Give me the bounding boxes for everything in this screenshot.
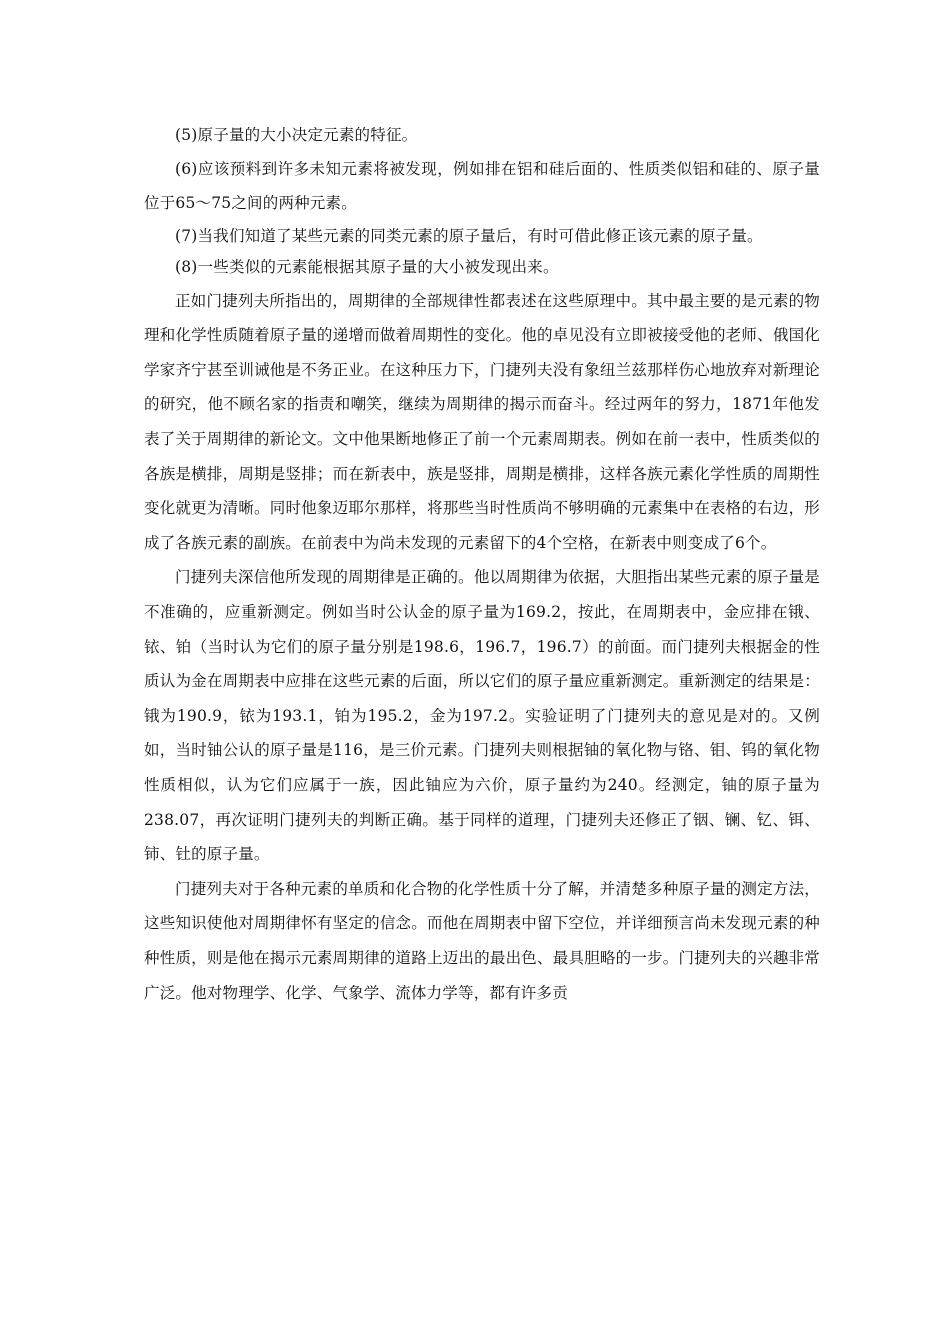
paragraph-item-5: (5)原子量的大小决定元素的特征。 [175,126,418,144]
paragraph-item-7: (7)当我们知道了某些元素的同类元素的原子量后，有时可借此修正该元素的原子量。 [175,226,763,245]
paragraph-item-6: (6)应该预料到许多未知元素将被发现，例如排在铝和硅后面的、性质类似铝和硅的、原子量位于65～75之间的两种元素。 [144,159,820,213]
paragraph-atomic-weight-corrections: 门捷列夫深信他所发现的周期律是正确的。他以周期律为依据，大胆指出某些元素的原子量是不准确的，应重新测定。例如当时公认金的原子量为169.2，按此，在周期表中，金应排在锇、铱、铂（当时认为它们的原子量分别是198.6，196.7，196.7）的前面。而门捷列夫根据金的性质认为金在周期表中应排在这些元素的后面，所以它们的原子量应重新测定。重新测定的结果是：锇为190.9，铱为193.1，铂为195.2，金为197.2。实验证明了门捷列夫的意见是对的。又例如，当时铀公认的原子量是116，是三价元素。门捷列夫则根据铀的氧化物与铬、钼、钨的氧化物性质相似，认为它们应属于一族，因此铀应为六价，原子量约为240。经测定，铀的原子量为238.07，再次证明门捷列夫的判断正确。基于同样的道理，门捷列夫还修正了铟、镧、钇、铒、铈、钍的原子量。 [144,568,820,864]
paragraph-item-8: (8)一些类似的元素能根据其原子量的大小被发现出来。 [175,258,559,277]
paragraph-mendeleev-knowledge: 门捷列夫对于各种元素的单质和化合物的化学性质十分了解，并清楚多种原子量的测定方法，这些知识使他对周期律怀有坚定的信念。而他在周期表中留下空位，并详细预言尚未发现元素的种种性质，则是他在揭示元素周期律的道路上迈出的最出色、最具胆略的一步。门捷列夫的兴趣非常广泛。他对物理学、化学、气象学、流体力学等，都有许多贡 [144,879,820,1002]
document-body [144,120,820,1010]
paragraph-periodic-law-principles: 正如门捷列夫所指出的，周期律的全部规律性都表述在这些原理中。其中最主要的是元素的物理和化学性质随着原子量的递增而做着周期性的变化。他的卓见没有立即被接受他的老师、俄国化学家齐宁甚至训诫他是不务正业。在这种压力下，门捷列夫没有象纽兰兹那样伤心地放弃对新理论的研究，他不顾名家的指责和嘲笑，继续为周期律的揭示而奋斗。经过两年的努力，1871年他发表了关于周期律的新论文。文中他果断地修正了前一个元素周期表。例如在前一表中，性质类似的各族是横排，周期是竖排；而在新表中，族是竖排，周期是横排，这样各族元素化学性质的周期性变化就更为清晰。同时他象迈耶尔那样，将那些当时性质尚不够明确的元素集中在表格的右边，形成了各族元素的副族。在前表中为尚未发现的元素留下的4个空格，在新表中则变成了6个。 [144,291,820,552]
